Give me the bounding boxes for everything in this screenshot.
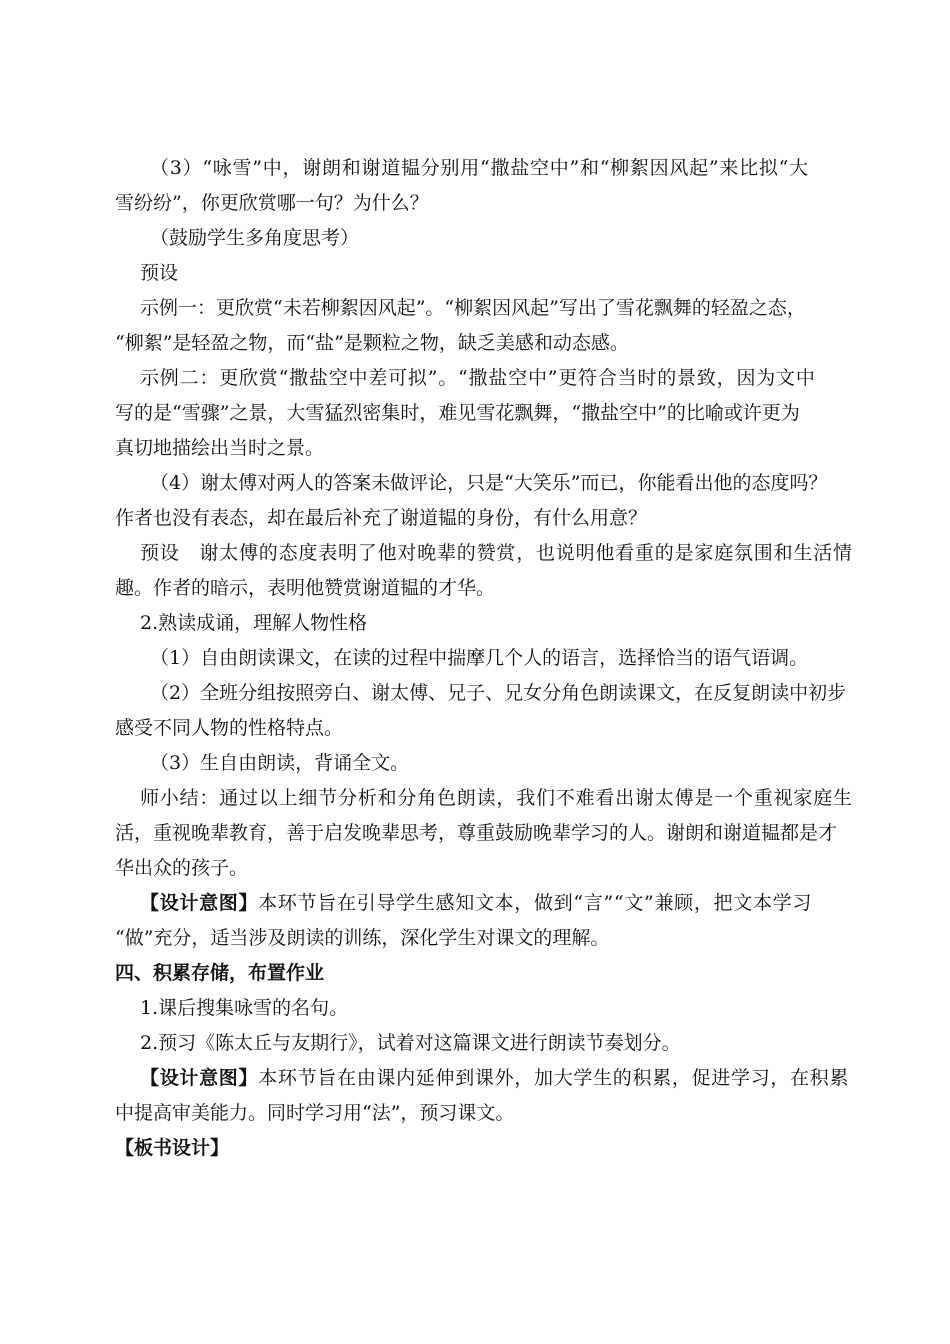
board-design-heading: 【板书设计】 [115, 1137, 230, 1159]
text-line: 中提高审美能力。同时学习用“法”，预习课文。 [115, 1102, 515, 1124]
design-intent-paragraph [140, 886, 812, 920]
text-line: 预设 谢太傅的态度表明了他对晚辈的赞赏，也说明他看重的是家庭氛围和生活情 [140, 542, 853, 564]
text-line: （3）“咏雪”中，谢朗和谢道韫分别用“撒盐空中”和“柳絮因风起”来比拟“大 [150, 157, 809, 179]
text-line: 真切地描绘出当时之景。 [115, 437, 325, 459]
text-line: 2.熟读成诵，理解人物性格 [140, 612, 368, 634]
text-line: （2）全班分组按照旁白、谢太傅、兄子、兄女分角色朗读课文，在反复朗读中初步 [150, 682, 847, 704]
text-line: 写的是“雪骤”之景，大雪猛烈密集时，难见雪花飘舞，“撒盐空中”的比喻或许更为 [115, 402, 800, 424]
text-line: （4）谢太傅对两人的答案未做评论，只是“大笑乐”而已，你能看出他的态度吗？ [150, 472, 828, 494]
design-intent-paragraph [140, 1061, 849, 1095]
design-intent-label: 【设计意图】 [140, 892, 259, 914]
text-line: 示例一：更欣赏“未若柳絮因风起”。“柳絮因风起”写出了雪花飘舞的轻盈之态， [140, 297, 806, 319]
text-line: 感受不同人物的性格特点。 [115, 717, 344, 739]
text-line: （1）自由朗读课文，在读的过程中揣摩几个人的语言，选择恰当的语气语调。 [150, 647, 809, 669]
text-line: 雪纷纷”，你更欣赏哪一句？为什么？ [115, 192, 429, 214]
text-line: 1.课后搜集咏雪的名句。 [140, 997, 349, 1019]
text-line: 作者也没有表态，却在最后补充了谢道韫的身份，有什么用意？ [115, 507, 648, 529]
text-line: 华出众的孩子。 [115, 857, 249, 879]
text-line: 活，重视晚辈教育，善于启发晚辈思考，尊重鼓励晚辈学习的人。谢朗和谢道韫都是才 [115, 822, 838, 844]
text-line: “柳絮”是轻盈之物，而“盐”是颗粒之物，缺乏美感和动态感。 [115, 332, 629, 354]
text-line: 示例二：更欣赏“撒盐空中差可拟”。“撒盐空中”更符合当时的景致，因为文中 [140, 367, 816, 389]
section-heading: 四、积累存储，布置作业 [115, 962, 325, 984]
text-line: “做”充分，适当涉及朗读的训练，深化学生对课文的理解。 [115, 927, 610, 949]
design-intent-label: 【设计意图】 [140, 1067, 259, 1089]
text-line: 师小结：通过以上细节分析和分角色朗读，我们不难看出谢太傅是一个重视家庭生 [140, 787, 853, 809]
text-line: 2.预习《陈太丘与友期行》，试着对这篇课文进行朗读节奏划分。 [140, 1032, 681, 1054]
text-line: （3）生自由朗读，背诵全文。 [150, 752, 410, 774]
text-line: （鼓励学生多角度思考） [150, 227, 360, 249]
text-line: 预设 [140, 262, 179, 284]
text-line: 本环节旨在由课内延伸到课外，加大学生的积累，促进学习，在积累 [258, 1067, 850, 1089]
text-line: 趣。作者的暗示，表明他赞赏谢道韫的才华。 [115, 577, 496, 599]
text-line: 本环节旨在引导学生感知文本，做到“言”“文”兼顾，把文本学习 [258, 892, 813, 914]
